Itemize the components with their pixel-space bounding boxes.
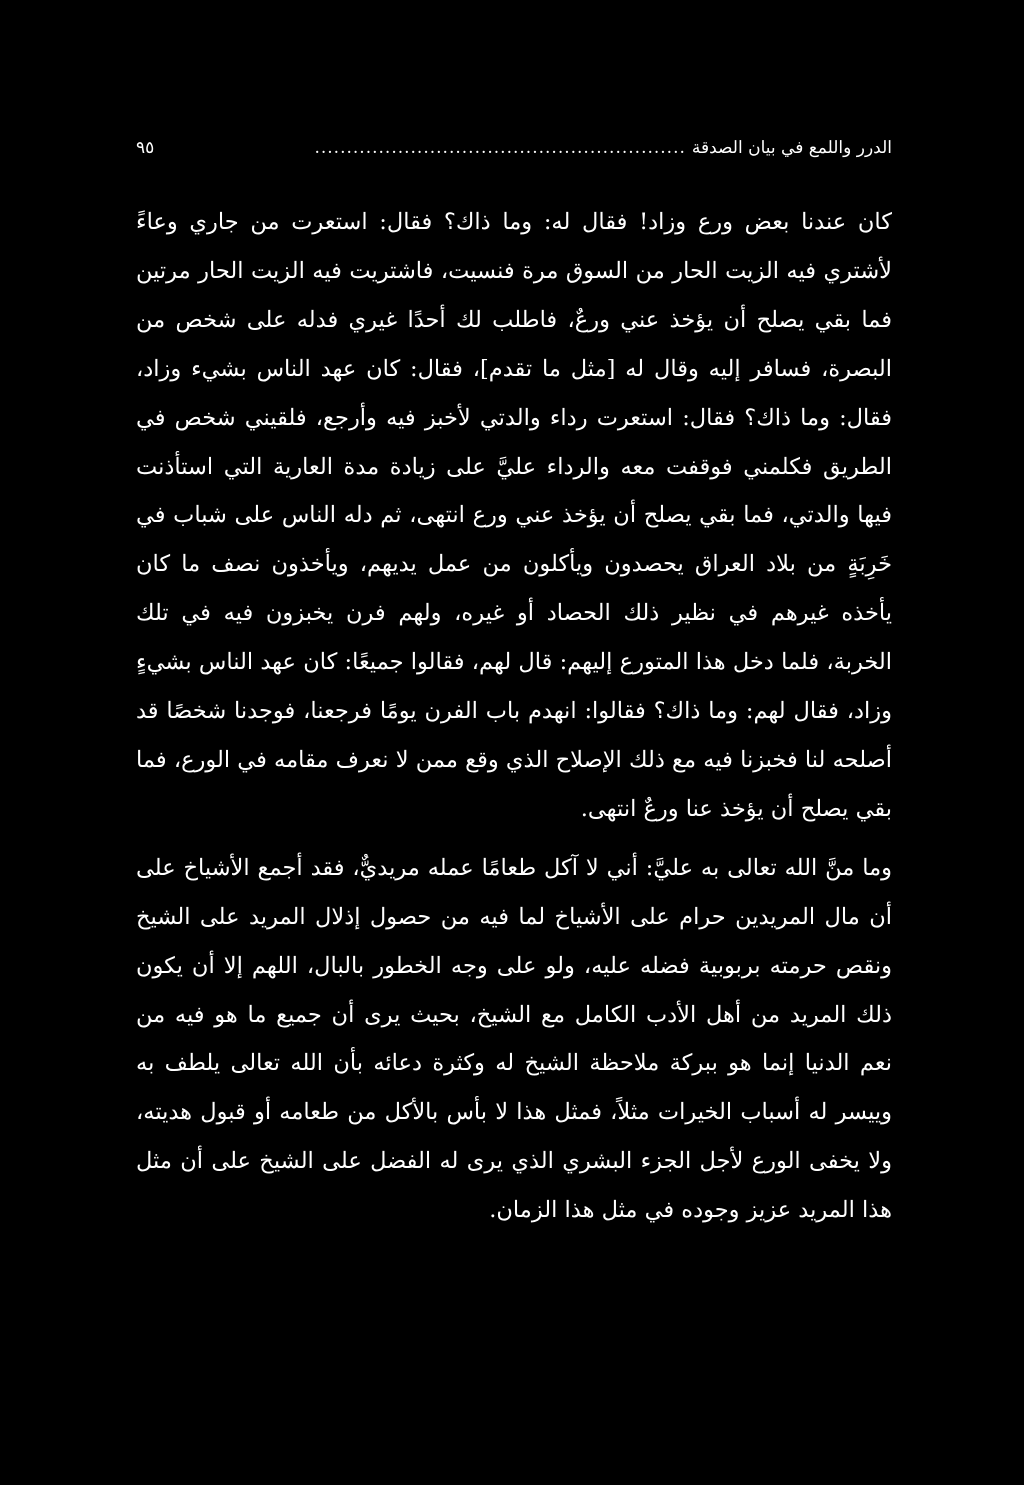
page-number: ٩٥ <box>136 138 155 158</box>
header-title: الدرر واللمع في بيان الصدقة <box>691 138 892 158</box>
book-page <box>136 138 892 1235</box>
paragraph-story: كان عندنا بعض ورع وزاد! فقال له: وما ذاك؟ فقال: استعرت من جاري وعاءً لأشتري فيه الزيت الحار من السوق مرة فنسيت، فاشتريت فيه الزيت الحار مرتين فما بقي يصلح أن يؤخذ عني ورعٌ، فاطلب لك أحدًا غيري فدله على شخص من البصرة، فسافر إليه وقال له [مثل ما تقدم]، فقال: كان عهد الناس بشيء وزاد، فقال: وما ذاك؟ فقال: استعرت رداء والدتي لأخبز فيه وأرجع، فلقيني شخص في الطريق فكلمني فوقفت معه والرداء عليَّ على زيادة مدة العارية التي استأذنت فيها والدتي، فما بقي يصلح أن يؤخذ عني ورع انتهى، ثم دله الناس على شباب في خَرِبَةٍ من بلاد العراق يحصدون ويأكلون من عمل يديهم، ويأخذون نصف ما كان يأخذه غيرهم في نظير ذلك الحصاد أو غيره، ولهم فرن يخبزون فيه في تلك الخربة، فلما دخل هذا المتورع إليهم: قال لهم، فقالوا جميعًا: كان عهد الناس بشيءٍ وزاد، فقال لهم: وما ذاك؟ فقالوا: انهدم باب الفرن يومًا فرجعنا، فوجدنا شخصًا قد أصلحه لنا فخبزنا فيه مع ذلك الإصلاح الذي وقع ممن لا نعرف مقامه في الورع، فما بقي يصلح أن يؤخذ عنا ورعٌ انتهى. <box>136 209 892 822</box>
paragraph-teaching: وما منَّ الله تعالى به عليَّ: أني لا آكل طعامًا عمله مريديٌّ، فقد أجمع الأشياخ على أن مال المريدين حرام على الأشياخ لما فيه من حصول إذلال المريد على الشيخ ونقص حرمته بربوبية فضله عليه، ولو على وجه الخطور بالبال، اللهم إلا أن يكون ذلك المريد من أهل الأدب الكامل مع الشيخ، بحيث يرى أن جميع ما هو فيه من نعم الدنيا إنما هو ببركة ملاحظة الشيخ له وكثرة دعائه بأن الله تعالى يلطف به وييسر له أسباب الخيرات مثلاً، فمثل هذا لا بأس بالأكل من طعامه أو قبول هديته، ولا يخفى الورع لأجل الجزء البشري الذي يرى له الفضل على الشيخ على أن مثل هذا المريد عزيز وجوده في مثل هذا الزمان. <box>136 854 892 1224</box>
running-header <box>136 138 892 166</box>
header-leader-dots: .......................................................... <box>314 138 686 158</box>
